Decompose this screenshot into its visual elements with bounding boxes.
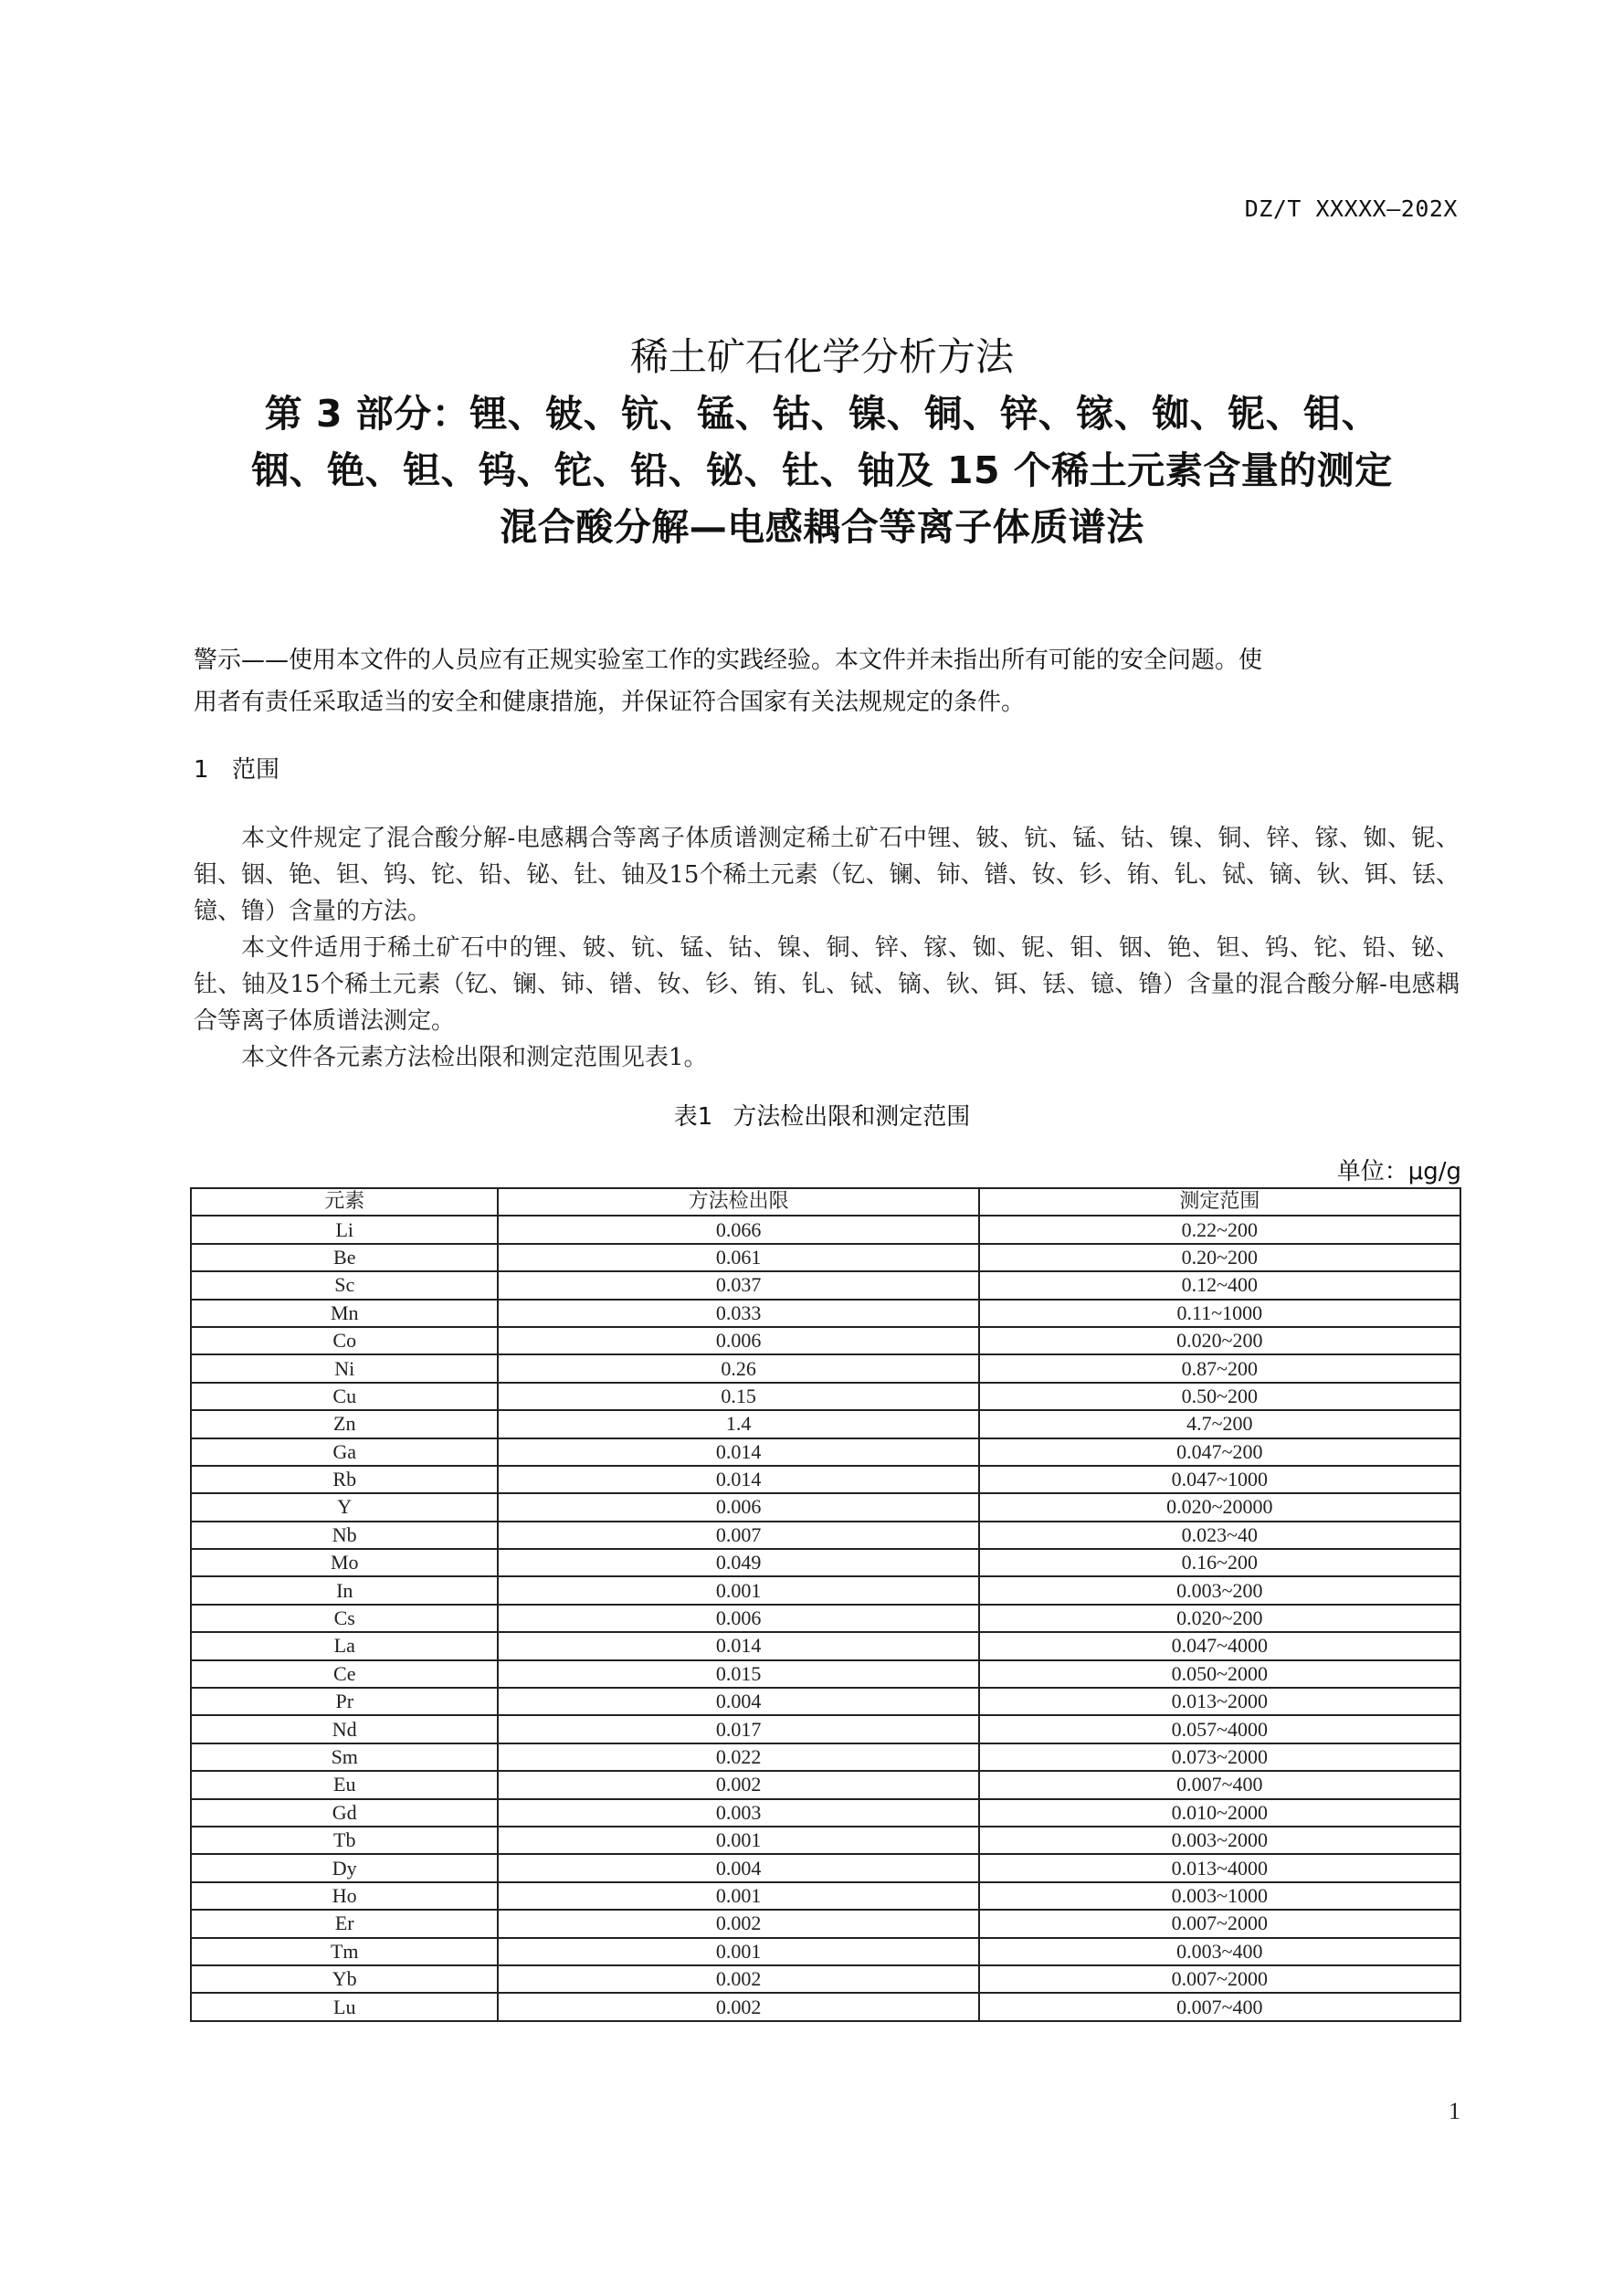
range-cell: 0.047~200 (979, 1438, 1460, 1466)
warning-line-1: 警示——使用本文件的人员应有正规实验室工作的实践经验。本文件并未指出所有可能的安全问题。使 (194, 647, 1263, 674)
table-row (191, 1300, 1460, 1327)
element-cell: Gd (191, 1799, 498, 1827)
element-cell: Er (191, 1910, 498, 1937)
element-cell: Pr (191, 1688, 498, 1715)
detection-limit-cell: 0.017 (498, 1715, 978, 1743)
range-cell: 0.020~20000 (979, 1493, 1460, 1521)
scope-paragraph-2: 本文件适用于稀土矿石中的锂、铍、钪、锰、钴、镍、铜、锌、镓、铷、铌、钼、铟、铯、钽、钨、铊、铅、铋、钍、铀及15个稀土元素（钇、镧、铈、镨、钕、钐、铕、钆、铽、镝、钬、铒、铥、镱、镥）含量的混合酸分解-电感耦合等离子体质谱法测定。 (194, 934, 1460, 1035)
table-row (191, 1605, 1460, 1632)
range-cell: 0.007~400 (979, 1993, 1460, 2020)
table-row (191, 1882, 1460, 1910)
table-row (191, 1354, 1460, 1382)
element-cell: Rb (191, 1466, 498, 1493)
detection-limit-cell: 0.006 (498, 1605, 978, 1632)
section-title: 范围 (232, 756, 280, 784)
element-cell: Cs (191, 1605, 498, 1632)
range-cell: 0.010~2000 (979, 1799, 1460, 1827)
detection-limit-cell: 0.001 (498, 1938, 978, 1965)
table-row (191, 1993, 1460, 2020)
detection-limit-cell: 0.015 (498, 1660, 978, 1688)
detection-limit-cell: 0.006 (498, 1327, 978, 1354)
element-cell: Sc (191, 1271, 498, 1299)
scope-paragraph-3: 本文件各元素方法检出限和测定范围见表1。 (241, 1044, 708, 1071)
element-cell: Yb (191, 1965, 498, 1993)
table-caption (183, 1098, 1461, 1132)
detection-limit-cell: 1.4 (498, 1410, 978, 1438)
range-cell: 0.50~200 (979, 1383, 1460, 1410)
table-row (191, 1549, 1460, 1576)
element-cell: In (191, 1576, 498, 1604)
page-number: 1 (1449, 2098, 1460, 2124)
range-cell: 0.007~2000 (979, 1910, 1460, 1937)
table-row (191, 1965, 1460, 1993)
detection-limit-cell: 0.003 (498, 1799, 978, 1827)
table-row (191, 1688, 1460, 1715)
table-row (191, 1743, 1460, 1771)
column-header-element: 元素 (191, 1188, 498, 1216)
range-cell: 0.87~200 (979, 1354, 1460, 1382)
table-row (191, 1827, 1460, 1854)
range-cell: 0.003~2000 (979, 1827, 1460, 1854)
table-row (191, 1522, 1460, 1549)
range-cell: 0.003~400 (979, 1938, 1460, 1965)
element-cell: Ni (191, 1354, 498, 1382)
element-cell: Cu (191, 1383, 498, 1410)
table-row (191, 1410, 1460, 1438)
table-row (191, 1799, 1460, 1827)
element-cell: Zn (191, 1410, 498, 1438)
element-cell: Ho (191, 1882, 498, 1910)
element-cell: Li (191, 1216, 498, 1243)
element-cell: Mn (191, 1300, 498, 1327)
detection-limit-cell: 0.014 (498, 1466, 978, 1493)
section-number: 1 (194, 756, 209, 784)
table-row (191, 1466, 1460, 1493)
range-cell: 0.013~4000 (979, 1854, 1460, 1881)
range-cell: 0.003~1000 (979, 1882, 1460, 1910)
element-cell: Y (191, 1493, 498, 1521)
element-cell: Lu (191, 1993, 498, 2020)
warning-line-2: 用者有责任采取适当的安全和健康措施，并保证符合国家有关法规规定的条件。 (194, 689, 1026, 716)
detection-limit-cell: 0.001 (498, 1576, 978, 1604)
detection-limit-cell: 0.15 (498, 1383, 978, 1410)
section-heading-scope (194, 751, 279, 785)
detection-limit-cell: 0.037 (498, 1271, 978, 1299)
detection-limit-cell: 0.004 (498, 1854, 978, 1881)
detection-limit-cell: 0.002 (498, 1910, 978, 1937)
range-cell: 0.047~4000 (979, 1632, 1460, 1659)
range-cell: 0.047~1000 (979, 1466, 1460, 1493)
title-line-1: 稀土矿石化学分析方法 (629, 334, 1014, 379)
range-cell: 0.11~1000 (979, 1300, 1460, 1327)
detection-limit-cell: 0.033 (498, 1300, 978, 1327)
range-cell: 0.12~400 (979, 1271, 1460, 1299)
table-row (191, 1632, 1460, 1659)
detection-limit-cell: 0.014 (498, 1632, 978, 1659)
detection-limit-cell: 0.001 (498, 1827, 978, 1854)
table-row (191, 1854, 1460, 1881)
element-cell: Mo (191, 1549, 498, 1576)
range-cell: 0.007~2000 (979, 1965, 1460, 1993)
range-cell: 0.013~2000 (979, 1688, 1460, 1715)
detection-limit-cell: 0.002 (498, 1965, 978, 1993)
detection-limit-cell: 0.061 (498, 1244, 978, 1271)
detection-limit-cell: 0.26 (498, 1354, 978, 1382)
table-row (191, 1910, 1460, 1937)
detection-limit-cell: 0.004 (498, 1688, 978, 1715)
table-row (191, 1216, 1460, 1243)
element-cell: La (191, 1632, 498, 1659)
detection-limit-cell: 0.001 (498, 1882, 978, 1910)
document-code: DZ/T XXXXX—202X (1244, 195, 1458, 222)
table-row (191, 1244, 1460, 1271)
table-row (191, 1438, 1460, 1466)
detection-limit-cell: 0.006 (498, 1493, 978, 1521)
table-unit-label: 单位：μg/g (1336, 1158, 1461, 1185)
element-cell: Be (191, 1244, 498, 1271)
detection-limit-cell: 0.022 (498, 1743, 978, 1771)
scope-body (194, 820, 1460, 1076)
range-cell: 0.003~200 (979, 1576, 1460, 1604)
detection-limit-table (190, 1187, 1461, 2022)
range-cell: 4.7~200 (979, 1410, 1460, 1438)
detection-limit-cell: 0.002 (498, 1993, 978, 2020)
table-row (191, 1271, 1460, 1299)
range-cell: 0.020~200 (979, 1605, 1460, 1632)
title-line-3: 铟、铯、钽、钨、铊、铅、铋、钍、铀及 15 个稀土元素含量的测定 (251, 448, 1393, 492)
table-row (191, 1493, 1460, 1521)
element-cell: Sm (191, 1743, 498, 1771)
element-cell: Ce (191, 1660, 498, 1688)
element-cell: Eu (191, 1771, 498, 1798)
range-cell: 0.073~2000 (979, 1743, 1460, 1771)
element-cell: Tb (191, 1827, 498, 1854)
range-cell: 0.16~200 (979, 1549, 1460, 1576)
table-row (191, 1715, 1460, 1743)
detection-limit-cell: 0.014 (498, 1438, 978, 1466)
detection-limit-cell: 0.066 (498, 1216, 978, 1243)
range-cell: 0.020~200 (979, 1327, 1460, 1354)
range-cell: 0.057~4000 (979, 1715, 1460, 1743)
scope-paragraph-1: 本文件规定了混合酸分解-电感耦合等离子体质谱测定稀土矿石中锂、铍、钪、锰、钴、镍、铜、锌、镓、铷、铌、钼、铟、铯、钽、钨、铊、铅、铋、钍、铀及15个稀土元素（钇、镧、铈、镨、钕、钐、铕、钆、铽、镝、钬、铒、铥、镱、镥）含量的方法。 (194, 825, 1460, 925)
table-row (191, 1576, 1460, 1604)
detection-limit-cell: 0.049 (498, 1549, 978, 1576)
table-row (191, 1383, 1460, 1410)
warning-notice (194, 639, 1460, 723)
range-cell: 0.050~2000 (979, 1660, 1460, 1688)
element-cell: Nd (191, 1715, 498, 1743)
table-row (191, 1327, 1460, 1354)
detection-limit-cell: 0.002 (498, 1771, 978, 1798)
element-cell: Dy (191, 1854, 498, 1881)
column-header-detection-limit: 方法检出限 (498, 1188, 978, 1216)
document-title (183, 329, 1461, 555)
title-line-4: 混合酸分解—电感耦合等离子体质谱法 (500, 505, 1144, 549)
table-header-row (191, 1188, 1460, 1216)
range-cell: 0.007~400 (979, 1771, 1460, 1798)
element-cell: Tm (191, 1938, 498, 1965)
table-row (191, 1660, 1460, 1688)
detection-limit-cell: 0.007 (498, 1522, 978, 1549)
table-caption-number: 表1 (673, 1103, 713, 1131)
range-cell: 0.22~200 (979, 1216, 1460, 1243)
title-line-2: 第 3 部分：锂、铍、钪、锰、钴、镍、铜、锌、镓、铷、铌、钼、 (264, 392, 1380, 436)
table-row (191, 1938, 1460, 1965)
table-row (191, 1771, 1460, 1798)
element-cell: Ga (191, 1438, 498, 1466)
element-cell: Nb (191, 1522, 498, 1549)
column-header-range: 测定范围 (979, 1188, 1460, 1216)
range-cell: 0.20~200 (979, 1244, 1460, 1271)
table-caption-title: 方法检出限和测定范围 (732, 1103, 971, 1131)
range-cell: 0.023~40 (979, 1522, 1460, 1549)
element-cell: Co (191, 1327, 498, 1354)
